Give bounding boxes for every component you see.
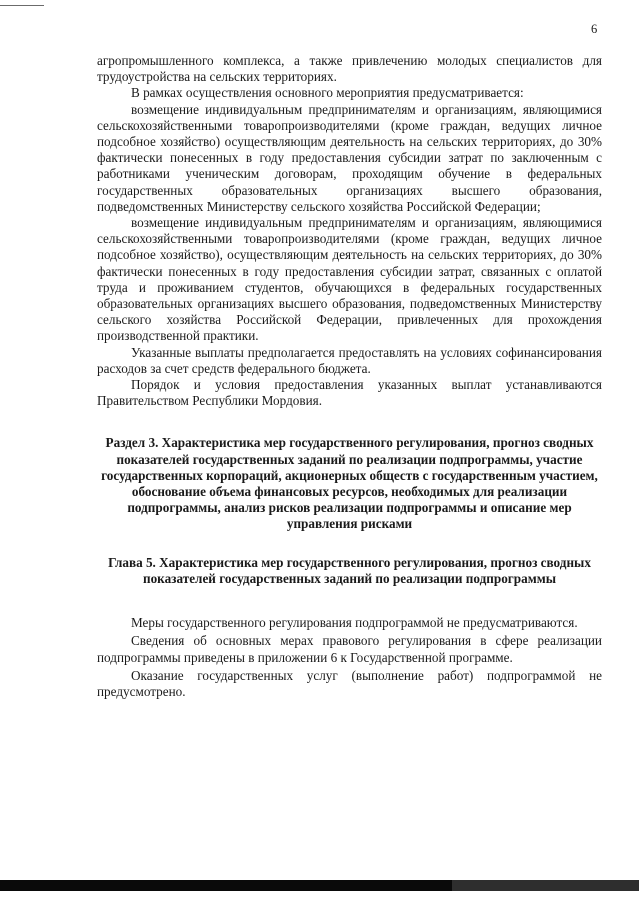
paragraph-continuation: агропромышленного комплекса, а также привлечению молодых специалистов для трудоустройства на сельских территориях.: [97, 53, 602, 85]
paragraph-main-measure: В рамках осуществления основного мероприятия предусматривается:: [131, 85, 524, 101]
paragraph-compensation-training: возмещение индивидуальным предпринимателям и организациям, являющимися сельскохозяйственными товаропроизводителями (кроме граждан, ведущих личное подсобное хозяйство) осуществляющим деятельность на сельских территориях, до 30% фактически понесенных в году предоставления субсидии затрат по заключенным с работниками ученическим договорам, проходящим обучение в федеральных государственных образовательных организациях высшего образования, подведомственных Министерству сельского хозяйства Российской Федерации;: [97, 101, 602, 214]
paragraph-legal-regulation: Сведения об основных мерах правового регулирования в сфере реализации подпрограммы приведены в приложении 6 к Государственной программе.: [97, 633, 602, 665]
section-heading: Раздел 3. Характеристика мер государственного регулирования, прогноз сводных показателей государственных заданий по реализации подпрограммы, участие государственных корпораций, акционерных обществ с государственным участием, обоснование объема финансовых ресурсов, необходимых для реализации подпрограммы, анализ рисков реализации подпрограммы и описание мер управления рисками: [101, 435, 598, 532]
page-number: 6: [591, 22, 598, 36]
paragraph-procedure: Порядок и условия предоставления указанных выплат устанавливаются Правительством Республики Мордовия.: [97, 377, 602, 409]
paragraph-compensation-practice: возмещение индивидуальным предпринимателям и организациям, являющимися сельскохозяйственными товаропроизводителями (кроме граждан, ведущих личное подсобное хозяйство), осуществляющим деятельность на сельских территориях, до 30% фактически понесенных в году предоставления субсидии затрат, связанных с оплатой труда и проживанием студентов, обучающихся в федеральных государственных образовательных организациях высшего образования, подведомственных Министерству сельского хозяйства Российской Федерации, привлеченных для прохождения производственной практики.: [97, 215, 602, 344]
document-body: [97, 53, 602, 700]
paragraph-cofinancing: Указанные выплаты предполагается предоставлять на условиях софинансирования расходов за счет средств федерального бюджета.: [97, 344, 602, 376]
scan-bottom-edge-shade: [452, 880, 639, 891]
scan-edge-mark: [0, 5, 44, 6]
chapter-heading: Глава 5. Характеристика мер государственного регулирования, прогноз сводных показателей государственных заданий по реализации подпрограммы: [108, 554, 591, 586]
paragraph-state-services: Оказание государственных услуг (выполнение работ) подпрограммой не предусмотрено.: [97, 667, 602, 699]
paragraph-regulation-measures: Меры государственного регулирования подпрограммой не предусматриваются.: [131, 615, 578, 631]
